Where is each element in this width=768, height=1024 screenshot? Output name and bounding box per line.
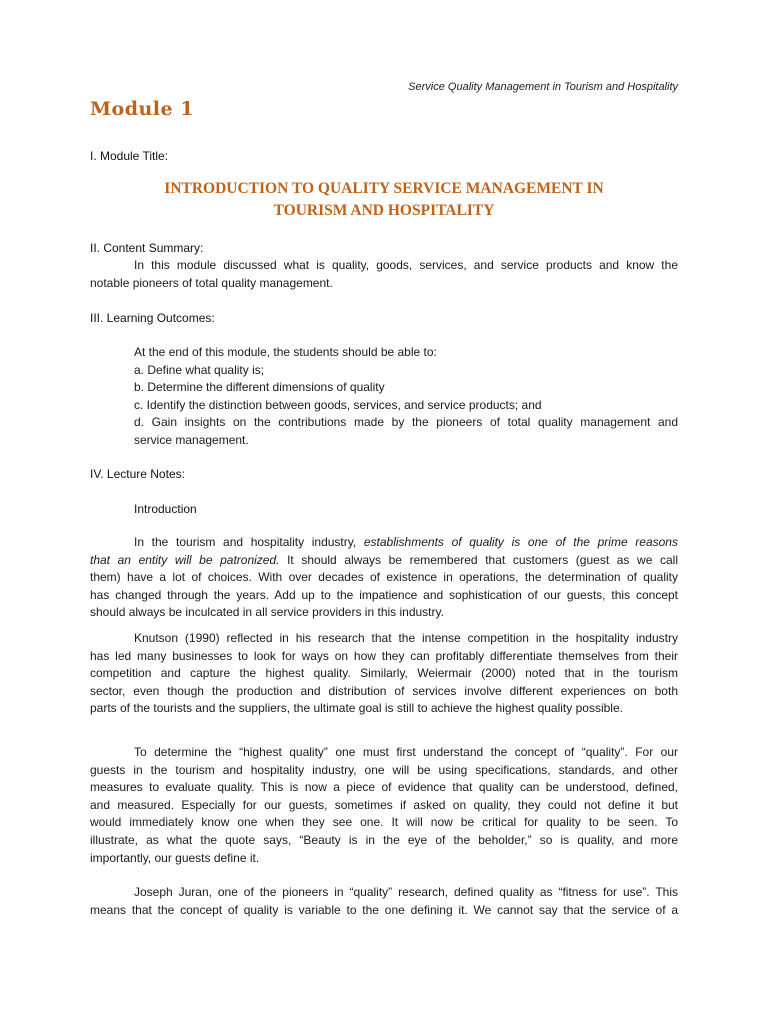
paragraph-line xyxy=(90,534,678,552)
paragraph-line: has changed through the years. Add up to the impatience and sophistication of our guests, this concept xyxy=(90,587,678,602)
content-summary-heading: II. Content Summary: xyxy=(90,241,204,255)
introduction-subheading: Introduction xyxy=(134,502,197,516)
paragraph-line: Knutson (1990) reflected in his research that the intense competition in the hospitality industry xyxy=(134,631,678,645)
paragraph-line: importantly, our guests define it. xyxy=(90,850,260,865)
paragraph-line: parts of the tourists and the suppliers, the ultimate goal is still to achieve the highest quality possible. xyxy=(90,701,623,716)
paragraph-line: Joseph Juran, one of the pioneers in “quality” research, defined quality as “fitness for use”. This xyxy=(134,885,678,899)
list-item: a. Define what quality is; xyxy=(134,362,265,377)
text-run: It should always be remembered that customers (guest as we call xyxy=(279,552,678,567)
italic-run: establishments of quality is one of the prime reasons xyxy=(363,535,678,549)
lecture-notes-heading: IV. Lecture Notes: xyxy=(90,467,185,481)
document-title-line-2: TOURISM AND HOSPITALITY xyxy=(273,202,495,219)
module-title-heading: I. Module Title: xyxy=(90,149,169,163)
document-page xyxy=(90,0,678,1024)
paragraph-line: illustrate, as what the quote says, “Beauty is in the eye of the beholder,” so is quality, and more xyxy=(90,832,678,847)
paragraph-line: should always be inculcated in all service providers in this industry. xyxy=(90,605,444,620)
paragraph-line xyxy=(90,552,678,570)
paragraph-line: would immediately know one when they see one. It will now be critical for quality to be seen. To xyxy=(90,815,678,830)
learning-outcomes-heading: III. Learning Outcomes: xyxy=(90,311,215,325)
paragraph-line: guests in the tourism and hospitality industry, one will be using specifications, standards, and other xyxy=(90,762,678,777)
paragraph-line: them) have a lot of choices. With over decades of existence in operations, the determination of quality xyxy=(90,570,678,585)
running-header: Service Quality Management in Tourism and Hospitality xyxy=(408,81,678,93)
document-title-line-1: INTRODUCTION TO QUALITY SERVICE MANAGEMENT IN xyxy=(164,180,604,197)
learning-outcomes-list xyxy=(134,344,678,450)
paragraph-line: has led many businesses to look for ways on how they can profitably differentiate themselves from their xyxy=(90,648,678,663)
paragraph-1 xyxy=(90,534,678,622)
paragraph-line: notable pioneers of total quality management. xyxy=(90,275,333,290)
paragraph-2 xyxy=(90,630,678,718)
module-heading: Module 1 xyxy=(90,98,194,120)
paragraph-line: measures to evaluate quality. This is now a piece of evidence that quality can be understood, defined, xyxy=(90,780,678,795)
content-summary-paragraph xyxy=(90,257,678,292)
list-item: b. Determine the different dimensions of quality xyxy=(134,380,385,395)
italic-run: that an entity will be patronized. xyxy=(90,552,280,567)
paragraph-4 xyxy=(90,884,678,919)
paragraph-3 xyxy=(90,744,678,867)
paragraph-line: To determine the “highest quality” one must first understand the concept of “quality”. For our xyxy=(134,745,678,759)
list-item: d. Gain insights on the contributions made by the pioneers of total quality management and xyxy=(134,415,678,430)
paragraph-line: competition and capture the highest quality. Similarly, Weiermair (2000) noted that in the tourism xyxy=(90,666,678,681)
paragraph-line: and measured. Especially for our guests, sometimes if asked on quality, they could not define it but xyxy=(90,797,678,812)
paragraph-line: sector, even though the production and distribution of services involve different experiences on both xyxy=(90,683,678,698)
list-item: c. Identify the distinction between goods, services, and service products; and xyxy=(134,397,542,412)
document-title xyxy=(90,178,678,222)
paragraph-line: means that the concept of quality is variable to the one defining it. We cannot say that the service of a xyxy=(90,902,678,917)
outcomes-intro: At the end of this module, the students should be able to: xyxy=(134,345,437,359)
paragraph-line: In this module discussed what is quality, goods, services, and service products and know the xyxy=(134,258,678,272)
text-run: In the tourism and hospitality industry, xyxy=(134,535,364,549)
list-item-continuation: service management. xyxy=(134,432,249,447)
